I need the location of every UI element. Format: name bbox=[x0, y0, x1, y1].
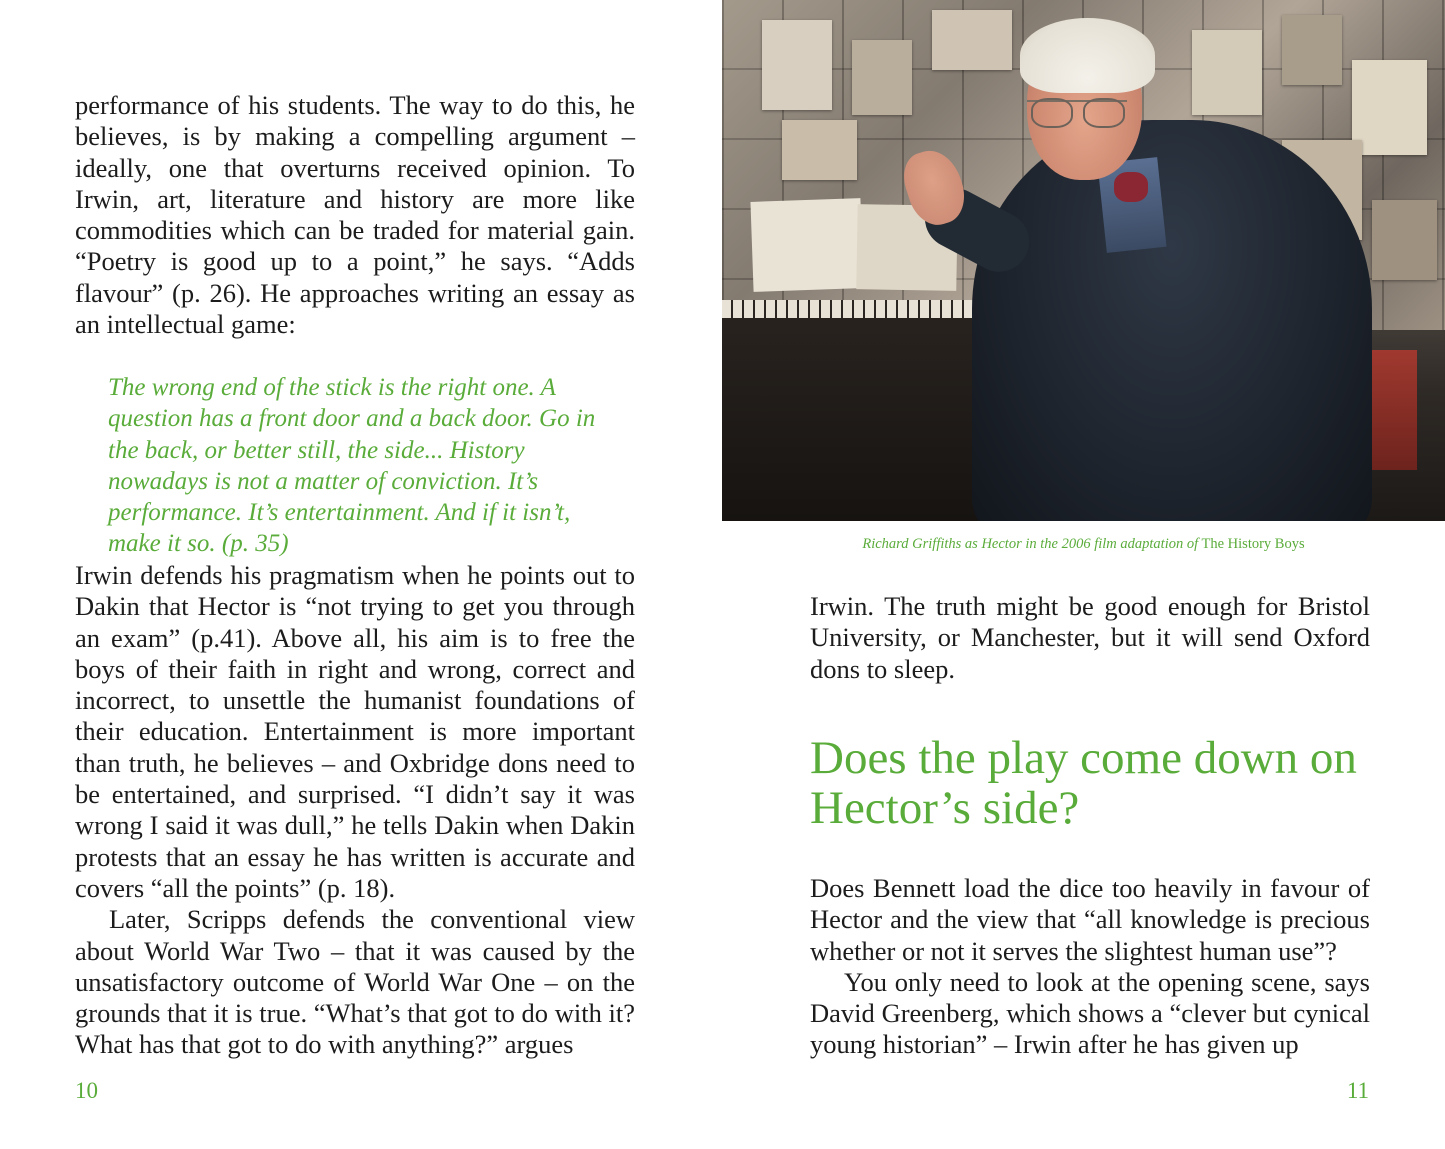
left-intro-paragraph: performance of his students. The way to do this, he believes, is by making a compelling argument – ideally, one that overturns received opinion. To Irwin, art, literature and history are more like commodities which can be traded for material gain. “Poetry is good up to a point,” he says. “Adds flavour” (p. 26). He approaches writing an essay as an intellectual game: bbox=[75, 90, 635, 340]
collage-card bbox=[1192, 30, 1262, 115]
film-still-photo bbox=[722, 0, 1445, 521]
actor-hair bbox=[1020, 18, 1155, 93]
actor-glasses bbox=[1027, 100, 1127, 130]
left-body-text bbox=[75, 560, 635, 1061]
section-heading: Does the play come down on Hector’s side? bbox=[810, 732, 1357, 834]
block-quote: The wrong end of the stick is the right one. A question has a front door and a back door. Go in the back, or better still, the side... History nowadays is not a matter of conviction. It’s performance. It’s entertainment. And if it isn’t, make it so. (p. 35) bbox=[108, 374, 596, 558]
caption-description: Richard Griffiths as Hector in the 2006 film adaptation of bbox=[862, 536, 1199, 552]
actor-coat bbox=[972, 120, 1372, 521]
right-body-text bbox=[810, 873, 1370, 1061]
right-body-paragraph-1: Does Bennett load the dice too heavily in favour of Hector and the view that “all knowledge is precious whether or not it serves the slightest human use”? bbox=[810, 873, 1370, 966]
sheet-music bbox=[750, 198, 863, 292]
right-continuation-paragraph: Irwin. The truth might be good enough for Bristol University, or Manchester, but it will send Oxford dons to sleep. bbox=[810, 591, 1370, 684]
collage-card bbox=[762, 20, 832, 110]
photo-caption bbox=[722, 536, 1445, 553]
collage-card bbox=[782, 120, 857, 180]
collage-card bbox=[1372, 200, 1437, 280]
collage-card bbox=[852, 40, 912, 115]
collage-card bbox=[932, 10, 1012, 70]
left-body-paragraph-1: Irwin defends his pragmatism when he points out to Dakin that Hector is “not trying to get you through an exam” (p.41). Above all, his aim is to free the boys of their faith in right and wrong, correct and incorrect, to unsettle the humanist foundations of their education. Entertainment is more important than truth, he believes – and Oxbridge dons need to be entertained, and surprised. “I didn’t say it was wrong I said it was dull,” he tells Dakin when Dakin protests that an essay he has written is accurate and covers “all the points” (p. 18). bbox=[75, 560, 635, 903]
right-page bbox=[722, 0, 1445, 1140]
collage-card bbox=[1282, 15, 1342, 85]
left-body-paragraph-2: Later, Scripps defends the conventional view about World War Two – that it was caused by the unsatisfactory outcome of World War One – on the grounds that it is true. “What’s that got to do with it? What has that got to do with anything?” argues bbox=[75, 904, 635, 1060]
actor-bow-tie bbox=[1114, 172, 1148, 202]
left-page bbox=[0, 0, 722, 1140]
caption-title: The History Boys bbox=[1201, 536, 1305, 552]
right-body-paragraph-2: You only need to look at the opening scene, says David Greenberg, which shows a “clever but cynical young historian” – Irwin after he has given up bbox=[810, 966, 1370, 1060]
collage-card bbox=[1352, 60, 1427, 155]
page-number-right: 11 bbox=[1346, 1078, 1369, 1103]
page-number-left: 10 bbox=[75, 1078, 98, 1103]
